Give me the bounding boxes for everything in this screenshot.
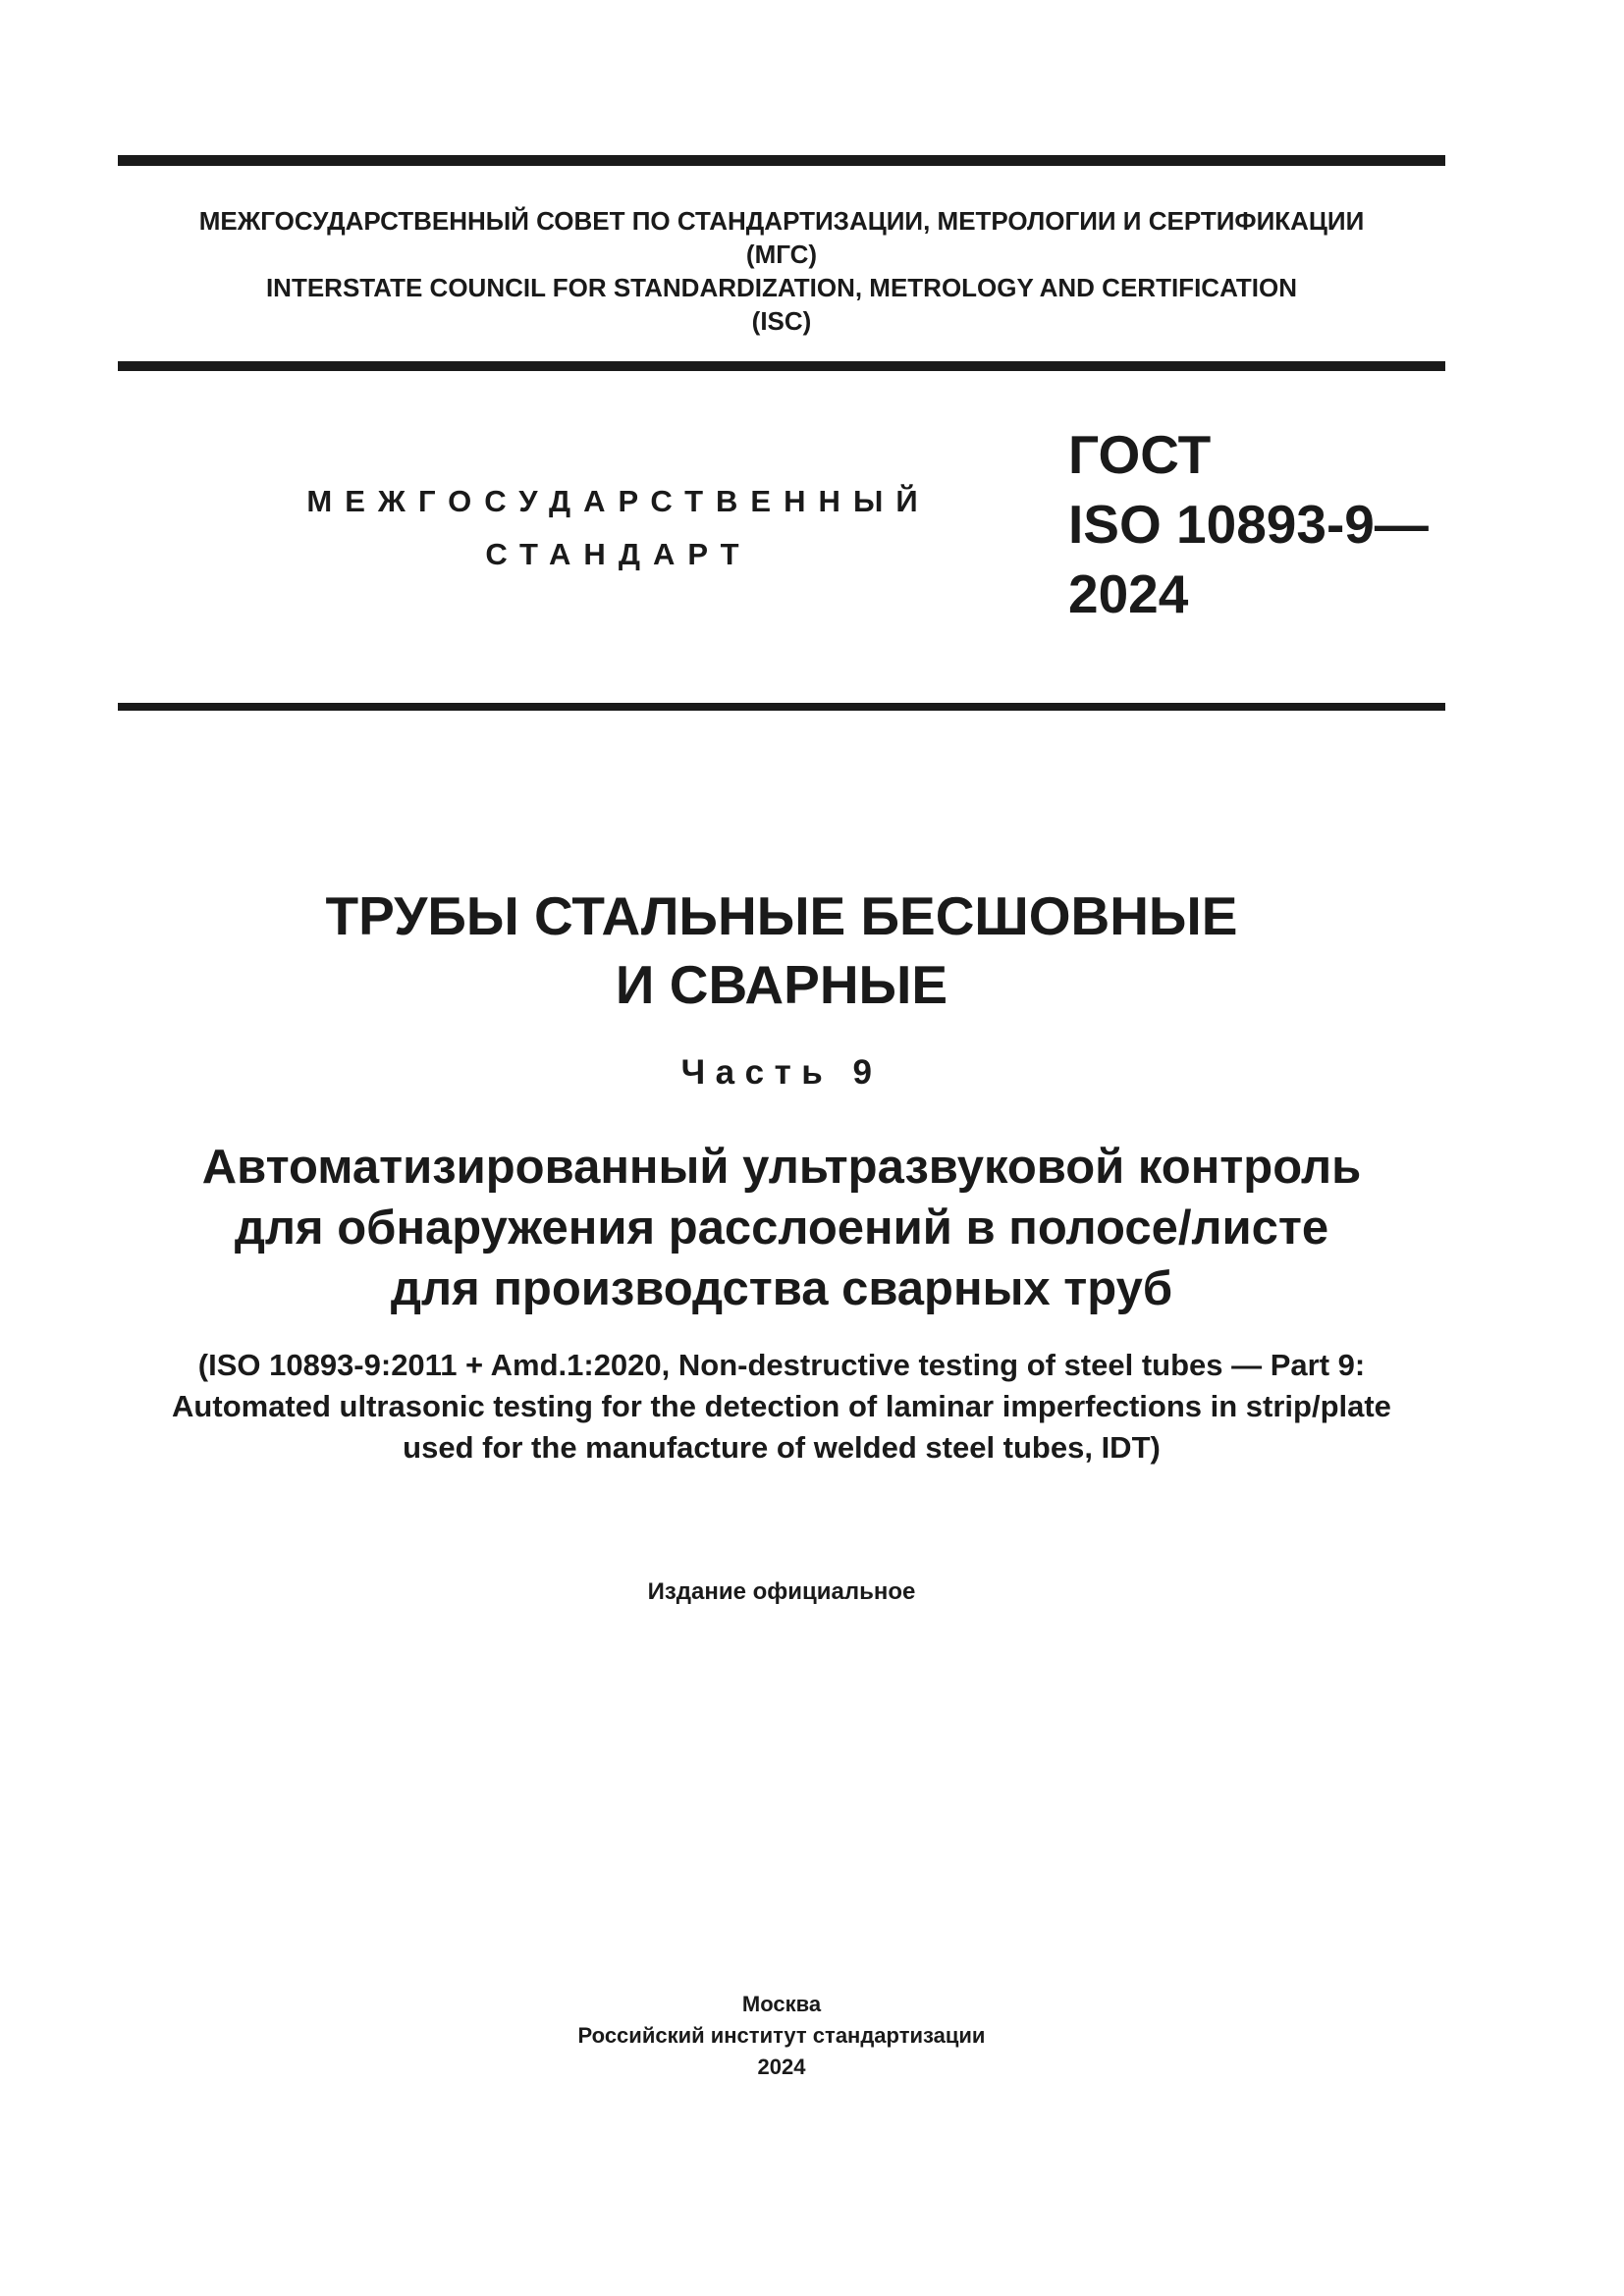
standard-id-line2: ISO 10893-9— bbox=[1068, 494, 1429, 555]
standard-designation bbox=[1068, 420, 1429, 629]
subtitle-line1: Автоматизированный ультразвуковой контроль bbox=[201, 1141, 1362, 1194]
subtitle-line2: для обнаружения расслоений в полосе/листе bbox=[234, 1201, 1329, 1255]
original-standard-reference bbox=[98, 1345, 1465, 1468]
council-en-abbr: (ISC) bbox=[751, 306, 812, 336]
imprint bbox=[118, 1989, 1445, 2083]
original-line1: (ISO 10893-9:2011 + Amd.1:2020, Non-destructive testing of steel tubes — Part 9: bbox=[197, 1348, 1366, 1382]
council-ru-name: МЕЖГОСУДАРСТВЕННЫЙ СОВЕТ ПО СТАНДАРТИЗАЦИИ, МЕТРОЛОГИИ И СЕРТИФИКАЦИИ bbox=[198, 206, 1365, 236]
council-en-name: INTERSTATE COUNCIL FOR STANDARDIZATION, METROLOGY AND CERTIFICATION bbox=[265, 273, 1298, 302]
title-line1: ТРУБЫ СТАЛЬНЫЕ БЕСШОВНЫЕ bbox=[325, 885, 1238, 946]
edition-note: Издание официальное bbox=[647, 1578, 916, 1605]
original-line2: Automated ultrasonic testing for the detection of laminar imperfections in strip/plate bbox=[172, 1389, 1391, 1423]
standard-id-line1: ГОСТ bbox=[1068, 424, 1212, 485]
top-rule bbox=[118, 155, 1445, 166]
designation-rule bbox=[118, 703, 1445, 711]
standard-kind-line1: МЕЖГОСУДАРСТВЕННЫЙ bbox=[306, 484, 931, 518]
subtitle-line3: для производства сварных труб bbox=[390, 1262, 1173, 1315]
council-rule bbox=[118, 361, 1445, 371]
imprint-publisher: Российский институт стандартизации bbox=[577, 2023, 986, 2048]
standard-id-line3: 2024 bbox=[1068, 563, 1189, 624]
original-line3: used for the manufacture of welded steel tubes, IDT) bbox=[403, 1430, 1161, 1465]
imprint-city: Москва bbox=[741, 1992, 822, 2016]
standard-kind-line2: СТАНДАРТ bbox=[485, 537, 752, 571]
title-line2: И СВАРНЫЕ bbox=[615, 954, 948, 1015]
standard-kind bbox=[295, 475, 943, 581]
council-header bbox=[118, 204, 1445, 338]
document-title bbox=[118, 881, 1445, 1019]
document-subtitle bbox=[118, 1137, 1445, 1319]
council-ru-abbr: (МГС) bbox=[745, 240, 818, 269]
imprint-year: 2024 bbox=[757, 2055, 806, 2079]
part-label: Часть 9 bbox=[680, 1053, 883, 1092]
